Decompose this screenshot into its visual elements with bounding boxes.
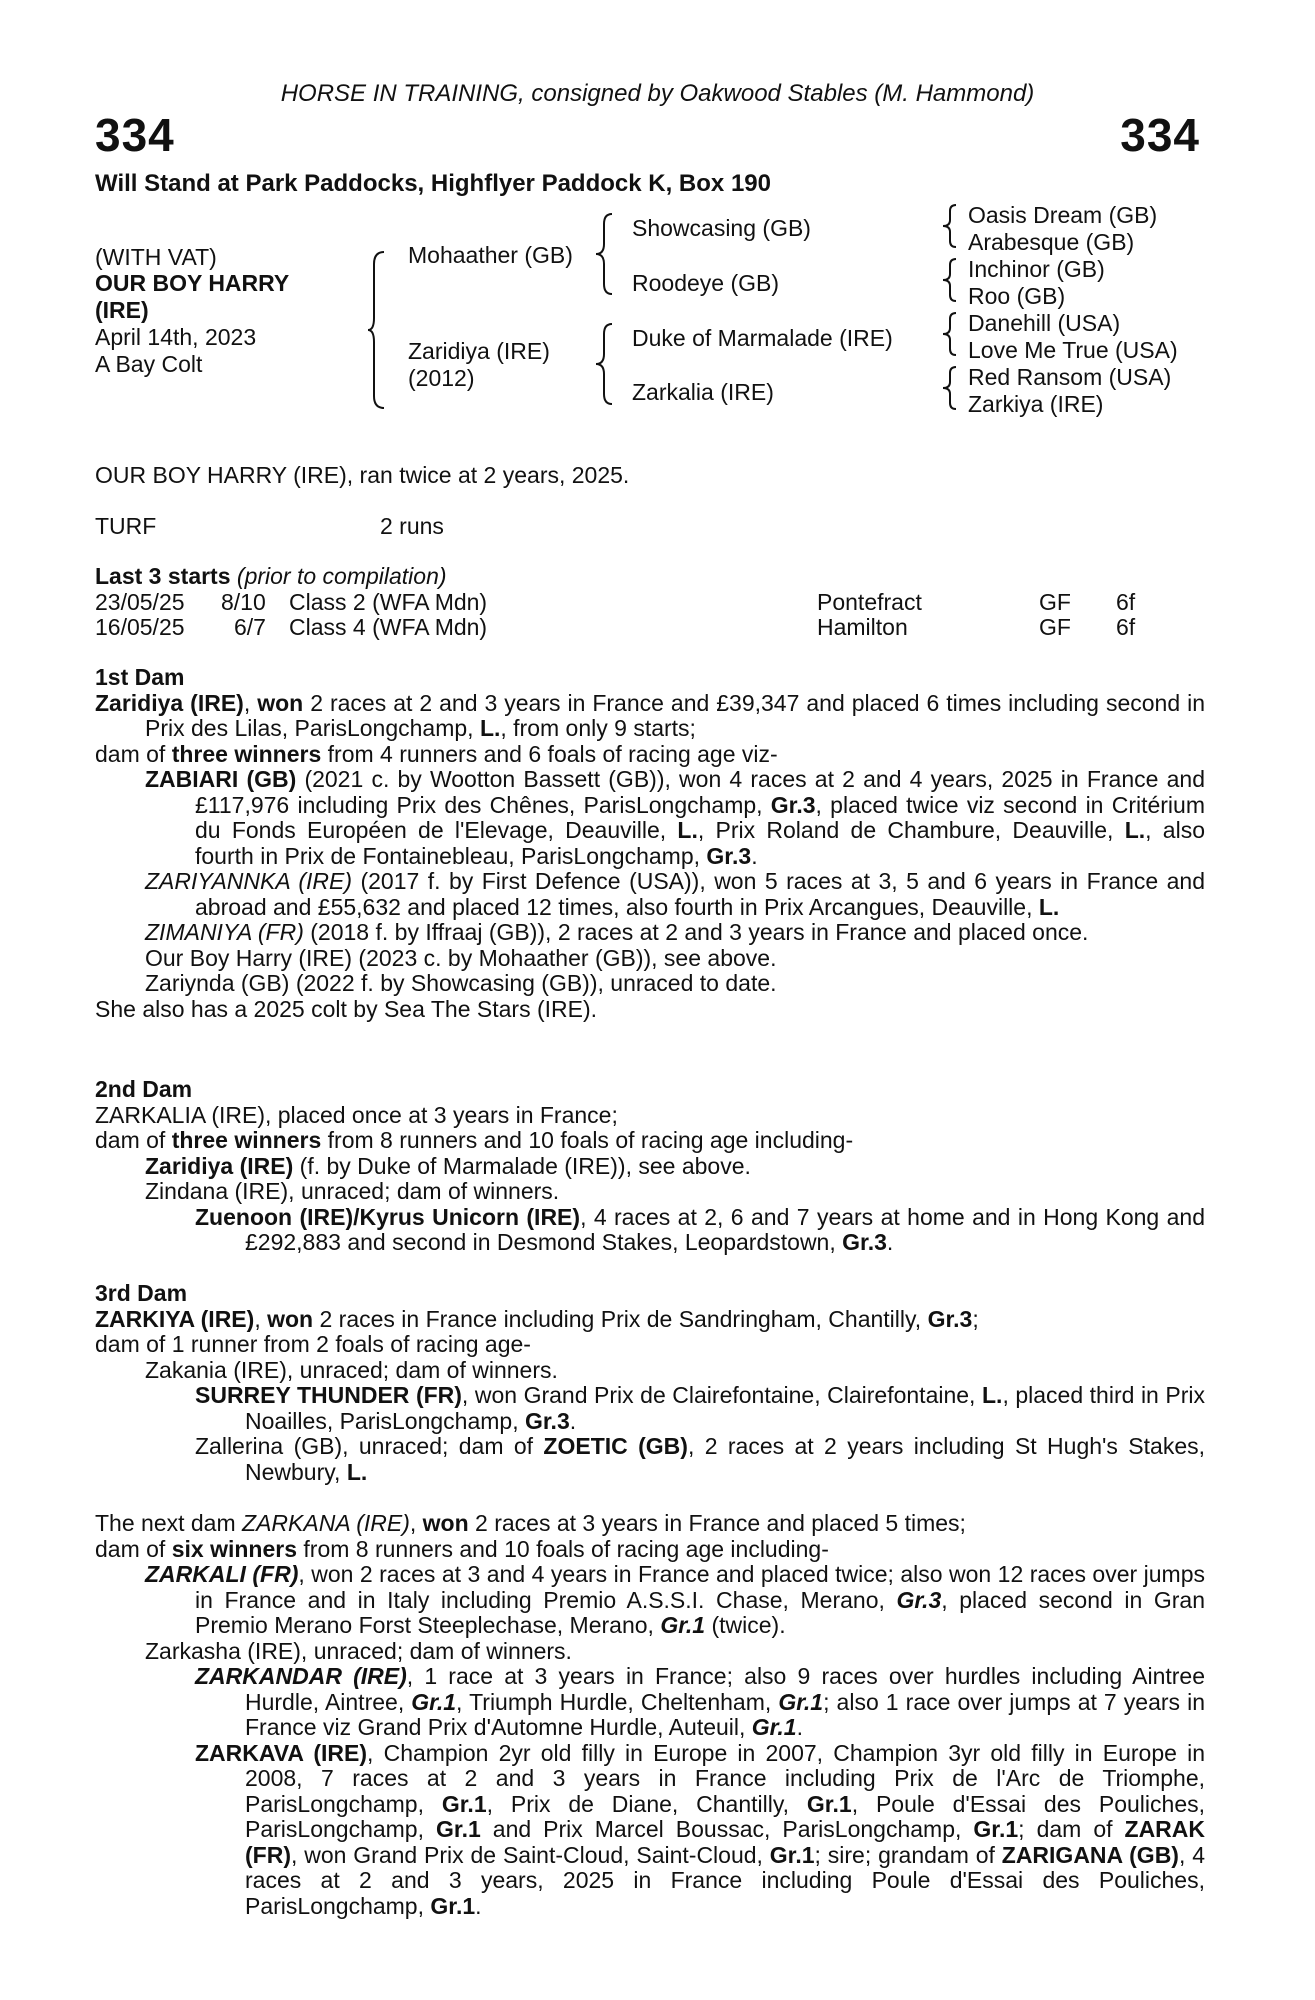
zimaniya-entry: [95, 920, 1205, 946]
dss-name: Danehill (USA): [968, 310, 1121, 336]
zariynda-entry: Zariynda (GB) (2022 f. by Showcasing (GB)), unraced to date.: [145, 970, 777, 996]
entry-text: , 2 races at 2 years including St Hugh's Stakes, Newbury,: [245, 1433, 1206, 1485]
sire-brace: [594, 212, 616, 296]
entry-text: , Triumph Hurdle, Cheltenham,: [456, 1688, 779, 1715]
zallerina-entry: [95, 1434, 1205, 1485]
grade-label: Gr.1: [751, 1714, 797, 1740]
grade-label: Gr.3: [770, 791, 816, 818]
ddd-name: Zarkiya (IRE): [968, 391, 1104, 417]
grade-label: Gr.1: [769, 1841, 815, 1868]
entry-text: , 1 race at 3 years in France; also 9 races over hurdles including Aintree Hurdle, Aintree,: [245, 1663, 1205, 1715]
offspring-name: Zuenoon (IRE)/Kyrus Unicorn (IRE): [195, 1203, 581, 1230]
entry-text: (f. by Duke of Marmalade (IRE)), see above.: [293, 1152, 751, 1179]
start-going: GF: [1039, 589, 1071, 615]
sire-name: Mohaather (GB): [408, 242, 573, 268]
listed-label: L.: [346, 1458, 368, 1485]
entry-text: , won Grand Prix de Clairefontaine, Clairefontaine,: [461, 1382, 982, 1408]
zuenoon-entry: [95, 1205, 1205, 1256]
zarkali-entry: [95, 1562, 1205, 1639]
grade-label: Gr.1: [806, 1790, 852, 1817]
start-distance: 6f: [1116, 589, 1136, 615]
third-dam-section: [95, 1281, 1205, 1485]
separator: ,: [254, 1305, 268, 1332]
entry-text: Zallerina (GB), unraced; dam of: [195, 1433, 544, 1459]
offspring-name: ZARKANDAR (IRE): [195, 1663, 407, 1689]
grade-label: Gr.1: [430, 1892, 476, 1919]
first-dam-heading: 1st Dam: [95, 664, 185, 690]
grade-label: Gr.3: [842, 1229, 887, 1255]
record-text: , from only 9 starts;: [500, 715, 696, 741]
offspring-name: ZARAK (FR): [245, 1816, 1206, 1868]
dds-name: Red Ransom (USA): [968, 364, 1172, 390]
listed-label: L.: [981, 1382, 1003, 1408]
grade-label: Gr.1: [778, 1688, 824, 1715]
zariyannka-entry: [95, 869, 1205, 920]
third-dam-record: [95, 1307, 1205, 1333]
third-dam-produce: dam of 1 runner from 2 foals of racing age-: [95, 1331, 531, 1357]
winners-count: three winners: [171, 1127, 322, 1153]
winners-count: six winners: [171, 1535, 297, 1562]
dam-name: ZARKANA (IRE): [242, 1510, 410, 1536]
zakania-entry: Zakania (IRE), unraced; dam of winners.: [145, 1356, 558, 1383]
zarkandar-entry: [95, 1664, 1205, 1741]
zaridiya-entry: [95, 1154, 1205, 1180]
entry-text: , 4 races at 2 and 3 years, 2025 in France including Poule d'Essai des Pouliches, ParisLongchamp,: [245, 1841, 1206, 1919]
first-dam-record: Zaridiya (IRE), won 2 races at 2 and 3 years in France and £39,347 and placed 6 times including second in Prix des Lilas, ParisLongchamp, L., from only 9 starts;: [95, 689, 1205, 741]
grade-label: Gr.3: [706, 842, 752, 869]
turf-label: TURF: [95, 513, 157, 539]
sss-name: Oasis Dream (GB): [968, 202, 1158, 228]
separator: ,: [409, 1510, 423, 1536]
start-race: Class 2 (WFA Mdn): [289, 589, 488, 615]
grade-label: Gr.1: [436, 1816, 481, 1842]
produce-text: dam of: [95, 1127, 172, 1153]
ss-brace: [940, 203, 960, 249]
sds-name: Inchinor (GB): [968, 256, 1105, 282]
sd-brace: [940, 257, 960, 303]
produce-text: dam of: [95, 1535, 172, 1562]
start-going: GF: [1039, 614, 1071, 640]
listed-label: L.: [1038, 893, 1060, 920]
entry-text: and Prix Marcel Boussac, ParisLongchamp,: [480, 1816, 974, 1842]
listed-label: L.: [1124, 817, 1146, 843]
entry-text: , also fourth in Prix de Fontainebleau, ParisLongchamp,: [195, 817, 1205, 869]
next-dam-record: [95, 1511, 1205, 1537]
grade-label: Gr.1: [973, 1816, 1019, 1842]
horse-name-suffix: (IRE): [95, 297, 149, 323]
sdd-name: Roo (GB): [968, 283, 1066, 309]
listed-label: L.: [677, 817, 698, 843]
zarkava-entry: [95, 1741, 1205, 1920]
start-race: Class 4 (WFA Mdn): [289, 614, 488, 640]
second-dam-produce: [95, 1128, 1205, 1154]
dd-brace: [940, 365, 960, 411]
next-dam-produce: [95, 1537, 1205, 1563]
offspring-name: ZARKAVA (IRE): [195, 1739, 368, 1766]
our-boy-entry: Our Boy Harry (IRE) (2023 c. by Mohaather (GB)), see above.: [145, 944, 777, 971]
third-dam-heading: 3rd Dam: [95, 1280, 188, 1306]
produce-text: from 8 runners and 10 foals of racing age including-: [297, 1535, 829, 1562]
entry-text: , Prix Roland de Chambure, Deauville,: [697, 817, 1125, 843]
grade-label: Gr.3: [524, 1407, 570, 1434]
entry-text: .: [475, 1892, 482, 1919]
turf-value: 2 runs: [380, 513, 444, 539]
dam-year: (2012): [408, 365, 475, 391]
entry-text: , placed second in Gran Premio Merano Forst Steeplechase, Merano,: [195, 1586, 1205, 1638]
grade-label: Gr.3: [927, 1305, 973, 1332]
grade-label: Gr.1: [411, 1688, 457, 1715]
second-dam-record: ZARKALIA (IRE), placed once at 3 years in France;: [95, 1101, 618, 1128]
start-course: Hamilton: [817, 614, 908, 640]
dam-name: ZARKIYA (IRE): [95, 1305, 255, 1332]
last-starts-heading: [95, 563, 447, 590]
won-label: won: [257, 689, 304, 716]
next-dam-section: [95, 1511, 1205, 1919]
offspring-name: ZARIYANNKA (IRE): [145, 868, 352, 894]
zindana-entry: Zindana (IRE), unraced; dam of winners.: [145, 1178, 560, 1204]
horse-name: OUR BOY HARRY: [95, 270, 290, 296]
entry-text: , Champion 2yr old filly in Europe in 2007, Champion 3yr old filly in Europe in 2008, 7 races at 2 and 3 years in France including Prix de l'Arc de Triomphe, ParisLongchamp,: [245, 1739, 1205, 1817]
also-has-note: She also has a 2025 colt by Sea The Stars (IRE).: [95, 995, 598, 1022]
entry-text: .: [751, 842, 758, 869]
start-position: 6/7: [234, 614, 266, 640]
entry-text: .: [886, 1229, 894, 1255]
record-text: 2 races at 3 years in France and placed 5 times;: [468, 1510, 966, 1536]
grade-label: Gr.3: [896, 1586, 942, 1613]
grade-label: Gr.1: [441, 1790, 487, 1817]
entry-text: (twice).: [705, 1612, 786, 1638]
entry-text: ; dam of: [1018, 1816, 1125, 1842]
entry-text: , Prix de Diane, Chantilly,: [486, 1790, 807, 1817]
produce-text: from 8 runners and 10 foals of racing age including-: [321, 1127, 854, 1153]
dam-name: Zaridiya (IRE): [408, 338, 550, 364]
zabiari-entry: [95, 767, 1205, 869]
second-dam-section: [95, 1077, 1205, 1256]
produce-text: dam of: [95, 740, 172, 767]
sire-sire: Showcasing (GB): [632, 215, 811, 241]
record-text: 2 races at 2 and 3 years in France and £39,347 and placed 6 times including second in Prix des Lilas, ParisLongchamp,: [145, 689, 1205, 741]
entry-text: , placed twice viz second in Critérium du Fonds Européen de l'Elevage, Deauville,: [195, 791, 1205, 843]
dam-sire: Duke of Marmalade (IRE): [632, 325, 893, 351]
surrey-thunder-entry: [95, 1383, 1205, 1434]
horse-description: A Bay Colt: [95, 351, 203, 377]
grade-label: Gr.1: [660, 1612, 706, 1638]
offspring-name: ZABIARI (GB): [145, 766, 297, 792]
last-starts-note: (prior to compilation): [236, 563, 447, 589]
ssd-name: Arabesque (GB): [968, 229, 1135, 255]
first-dam-produce: [95, 742, 1205, 768]
entry-text: ; sire; grandam of: [814, 1841, 1002, 1868]
offspring-name: Zaridiya (IRE): [145, 1152, 294, 1179]
vat-note: (WITH VAT): [95, 244, 217, 270]
record-text: ;: [972, 1305, 979, 1332]
offspring-name: ZOETIC (GB): [543, 1433, 688, 1459]
dsd-name: Love Me True (USA): [968, 337, 1178, 363]
entry-text: ; also 1 race over jumps at 7 years in France viz Grand Prix d'Automne Hurdle, Auteuil,: [245, 1688, 1205, 1740]
entry-text: , Poule d'Essai des Pouliches, ParisLongchamp,: [245, 1790, 1205, 1842]
start-date: 23/05/25: [95, 589, 185, 615]
first-dam-section: [95, 665, 1205, 1022]
entry-text: (2021 c. by Wootton Bassett (GB)), won 4 races at 2 and 4 years, 2025 in France and £117,976 including Prix des Chênes, ParisLongchamp,: [195, 766, 1205, 818]
entry-text: (2017 f. by First Defence (USA)), won 5 races at 3, 5 and 6 years in France and abroad and £55,632 and placed 12 times, also fourth in Prix Arcangues, Deauville,: [195, 868, 1205, 920]
last-starts-title: Last 3 starts: [95, 563, 231, 589]
start-course: Pontefract: [817, 589, 922, 615]
lot-number-left: 334: [95, 109, 175, 161]
produce-text: from 4 runners and 6 foals of racing age viz-: [321, 740, 778, 767]
start-distance: 6f: [1116, 614, 1136, 640]
entry-text: , 4 races at 2, 6 and 7 years at home and in Hong Kong and £292,883 and second in Desmond Stakes, Leopardstown,: [245, 1203, 1205, 1255]
entry-text: , won 2 races at 3 and 4 years in France and placed twice; also won 12 races over jumps in France and in Italy including Premio A.S.S.I. Chase, Merano,: [195, 1561, 1205, 1613]
race-summary: OUR BOY HARRY (IRE), ran twice at 2 years, 2025.: [95, 462, 630, 488]
stand-location: Will Stand at Park Paddocks, Highflyer Paddock K, Box 190: [95, 170, 771, 197]
dam-name: Zaridiya (IRE): [95, 689, 244, 716]
dam-brace: [594, 322, 616, 406]
offspring-name: ZIMANIYA (FR): [145, 919, 304, 945]
zarkasha-entry: Zarkasha (IRE), unraced; dam of winners.: [145, 1637, 572, 1664]
start-date: 16/05/25: [95, 614, 185, 640]
offspring-name: SURREY THUNDER (FR): [195, 1382, 462, 1408]
ds-brace: [940, 311, 960, 357]
offspring-name: ZARKALI (FR): [145, 1561, 299, 1587]
won-label: won: [267, 1305, 314, 1332]
entry-text: .: [569, 1407, 577, 1434]
listed-label: L.: [479, 715, 501, 741]
second-dam-heading: 2nd Dam: [95, 1076, 193, 1102]
entry-text: , won Grand Prix de Saint-Cloud, Saint-Cloud,: [290, 1841, 770, 1868]
entry-text: .: [796, 1714, 803, 1740]
dam-dam: Zarkalia (IRE): [632, 379, 774, 405]
pedigree-main-brace: [366, 250, 388, 410]
date-of-birth: April 14th, 2023: [95, 324, 257, 350]
record-text: 2 races in France including Prix de Sandringham, Chantilly,: [313, 1305, 928, 1332]
winners-count: three winners: [171, 740, 322, 767]
lot-number-right: 334: [1120, 109, 1200, 161]
entry-text: , placed third in Prix Noailles, ParisLongchamp,: [245, 1382, 1205, 1434]
record-text: The next dam: [95, 1510, 243, 1536]
sire-dam: Roodeye (GB): [632, 270, 780, 296]
start-position: 8/10: [221, 589, 266, 615]
entry-text: (2018 f. by Iffraaj (GB)), 2 races at 2 and 3 years in France and placed once.: [303, 919, 1089, 945]
won-label: won: [422, 1510, 469, 1536]
consignor-line: HORSE IN TRAINING, consigned by Oakwood Stables (M. Hammond): [280, 80, 1035, 107]
offspring-name: ZARIGANA (GB): [1001, 1841, 1179, 1868]
